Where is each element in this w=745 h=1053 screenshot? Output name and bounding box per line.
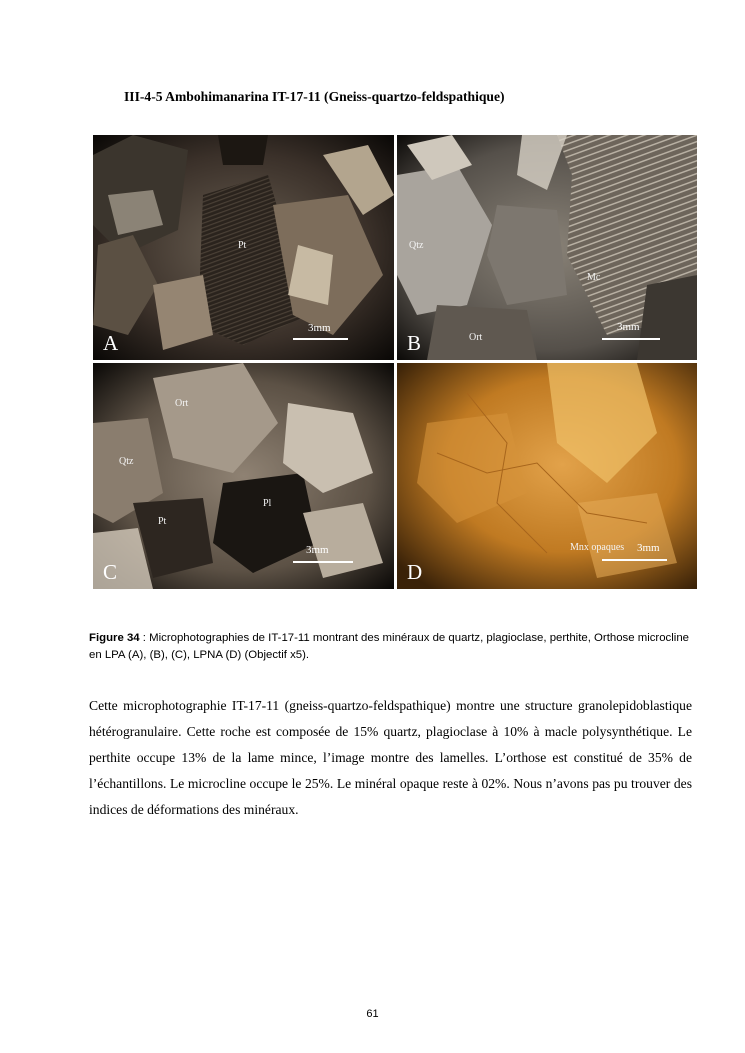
figure-caption [89,630,694,664]
micrograph-panel-a [93,135,394,360]
panel-letter: D [407,560,423,584]
mineral-label: Qtz [119,456,134,467]
scale-bar [602,559,667,561]
mineral-label: Qtz [409,240,424,251]
micrograph-figure [93,135,697,589]
body-text: Cette microphotographie IT-17-11 (gneiss-quartzo-feldspathique) montre une structure granolepidoblastique hétérogranulaire. Cette roche est composée de 15% quartz, plagioclase à 10% à macle polysynthétique. Le perthite occupe 13% de la lame mince, l’image montre des lamelles. L’orthose est constitué de 35% de l’échantillons. Le microcline occupe le 25%. Le minéral opaque reste à 02%. Nous n’avons pas pu trouver des indices de déformations des minéraux. [89,698,692,817]
mineral-label: Pl [263,498,272,509]
mineral-label: Ort [469,332,483,343]
scale-label: 3mm [617,321,640,333]
panel-letter: A [103,331,119,355]
panel-letter: C [103,560,118,584]
caption-label: Figure 34 [89,632,140,644]
scale-label: 3mm [306,544,329,556]
micrograph-c-image [93,363,394,589]
mineral-label: Ort [175,398,189,409]
scale-label: 3mm [637,542,660,554]
mineral-label: Pt [158,516,167,527]
micrograph-d-image [397,363,697,589]
mineral-label: Pt [238,240,247,251]
scale-bar [293,561,353,563]
section-heading: III-4-5 Ambohimanarina IT-17-11 (Gneiss-quartzo-feldspathique) [124,89,505,104]
micrograph-panel-c [93,363,394,589]
micrograph-panel-b [397,135,697,360]
scale-bar [293,338,348,340]
panel-letter: B [407,331,422,355]
caption-text: : Microphotographies de IT-17-11 montrant des minéraux de quartz, plagioclase, perthite, Orthose microcline en LPA (A), (B), (C), LPNA (D) (Objectif x5). [89,632,689,661]
scale-label: 3mm [308,322,331,334]
scale-bar [602,338,660,340]
page-number: 61 [366,1008,379,1020]
micrograph-panel-d [397,363,697,589]
mineral-label: Mc [587,272,601,283]
body-paragraph [89,693,692,823]
micrograph-b-image [397,135,697,360]
mineral-label: Mnx opaques [570,542,625,553]
